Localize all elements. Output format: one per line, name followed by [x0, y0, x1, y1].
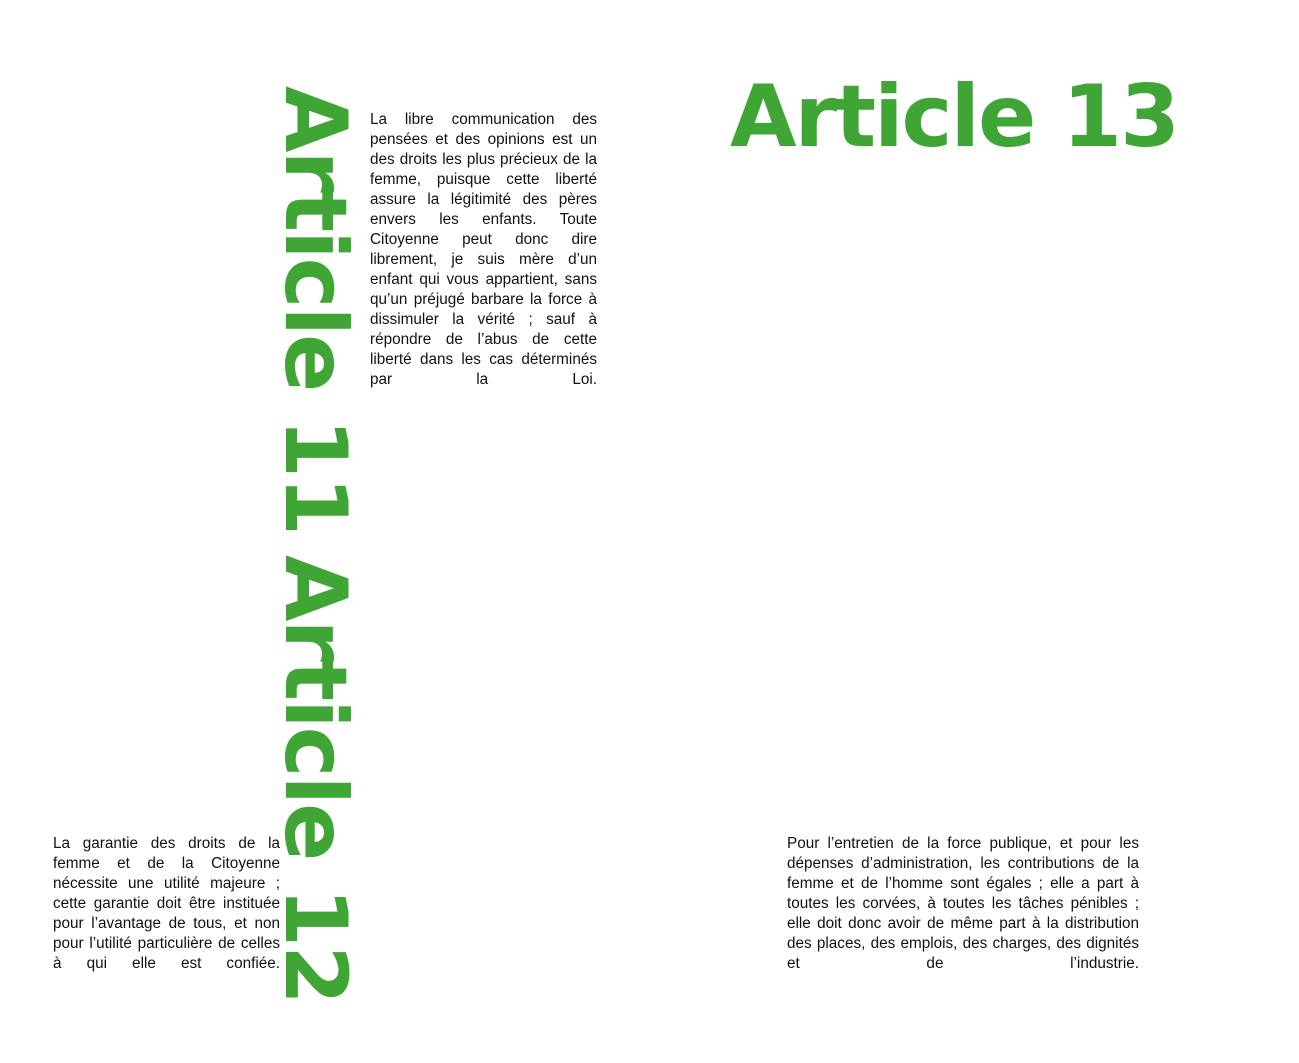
article-11-heading-wrapper: [265, 86, 365, 534]
article-12-text: La garantie des droits de la femme et de la Citoyenne nécessite une utilité majeure ; cette garantie doit être instituée pour l’avantage de tous, et non pour l’utilité particulière de celles à qui elle est confiée.: [53, 835, 280, 972]
article-13-text: Pour l’entretien de la force publique, et pour les dépenses d’administration, les contributions de la femme et de l’homme sont égales ; elle a part à toutes les corvées, à toutes les tâches pénibles ; elle doit donc avoir de même part à la distribution des places, des emplois, des charges, des dignités et de l’industrie.: [787, 835, 1139, 972]
article-11-heading: Article 11: [265, 86, 365, 534]
article-13-heading: Article 13: [730, 67, 1178, 167]
article-11-text: La libre communication des pensées et des opinions est un des droits les plus précieux de la femme, puisque cette liberté assure la légitimité des pères envers les enfants. Toute Citoyenne peut donc dire librement, je suis mère d’un enfant qui vous appartient, sans qu’un préjugé barbare la force à dissimuler la vérité ; sauf à répondre de l’abus de cette liberté dans les cas déterminés par la Loi.: [370, 111, 597, 388]
article-12-heading: Article 12: [265, 555, 365, 1003]
article-12-heading-wrapper: [265, 555, 365, 1003]
